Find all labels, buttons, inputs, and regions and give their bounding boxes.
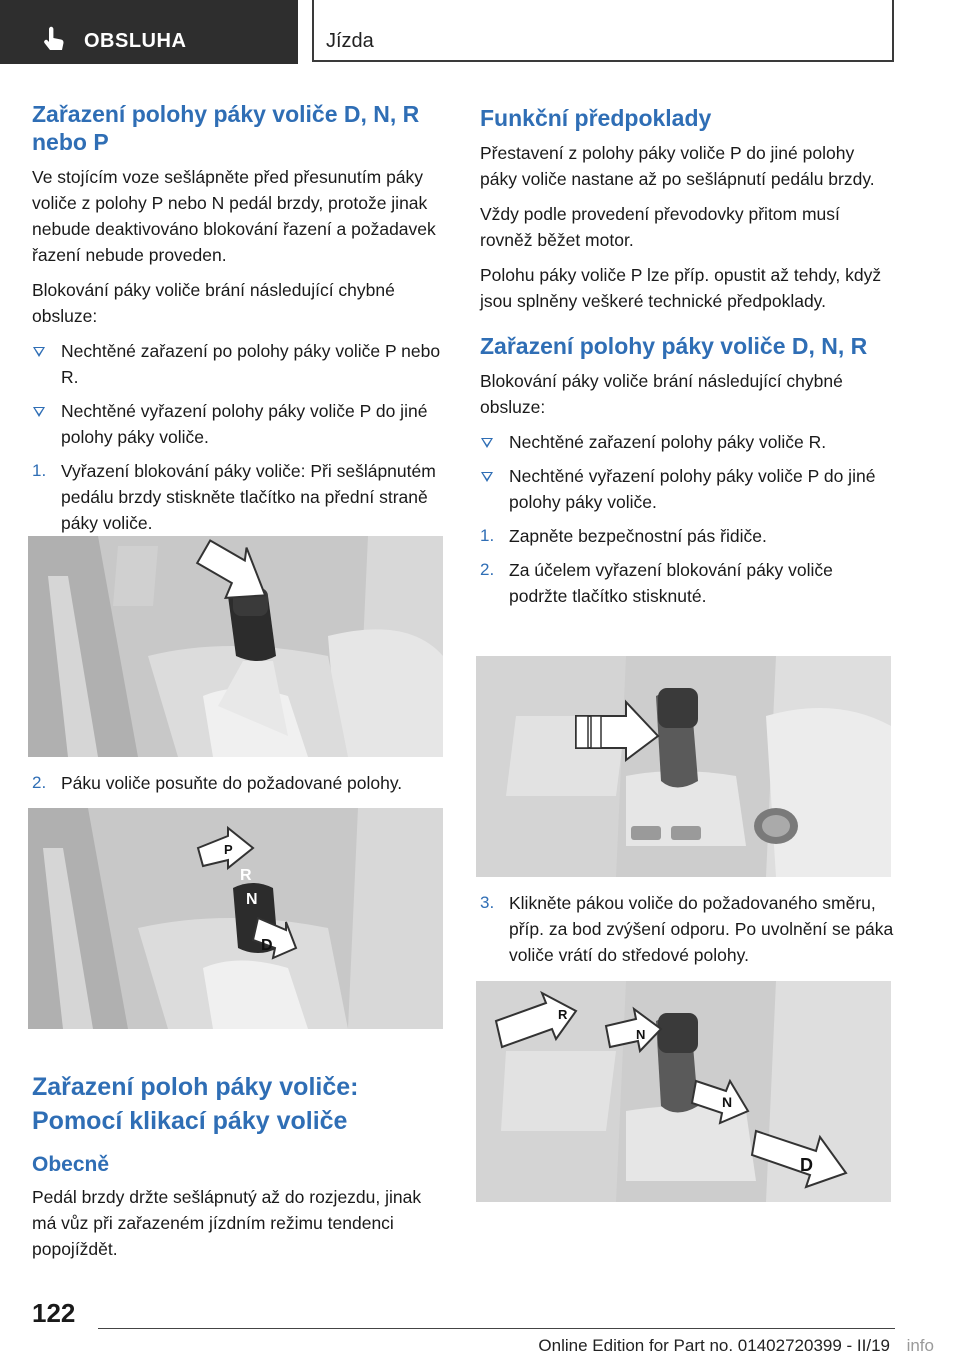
page-number: 122 [32,1298,76,1328]
paragraph: Blokování páky voliče brání následující chybné obsluze: [480,371,843,417]
paragraph: Polohu páky voliče P lze příp. opustit až tehdy, když jsou splněny veškeré technické předpoklady. [480,265,882,311]
step-item [32,770,447,796]
click-label-n-up: N [636,1027,646,1042]
heading-shift-dnr: Zařazení polohy páky voliče D, N, R [480,333,868,359]
lever-label-n: N [246,891,258,908]
click-label-r: R [558,1007,568,1022]
paragraph: Vždy podle provedení převodovky přitom musí rovněž běžet motor. [480,204,840,250]
lever-label-d: D [261,937,273,954]
triangle-bullet-icon [33,407,45,417]
list-item-text: Nechtěné zařazení polohy páky voliče R. [509,432,827,452]
click-label-d: D [800,1155,813,1175]
right-column [480,104,895,617]
triangle-bullet-icon [33,347,45,357]
figure-click-lever-button [476,656,891,877]
step-item [32,458,447,536]
list-item-text: Nechtěné zařazení po polohy páky voliče P nebo R. [61,341,441,387]
left-lower [32,1036,447,1271]
step-text: Zapněte bezpečnostní pás řidiče. [509,526,767,546]
chapter-box [312,0,894,62]
paragraph: Pedál brzdy držte sešlápnutý až do rozjezdu, jinak má vůz při zařazeném jízdním režimu tendenci popojíždět. [32,1187,422,1259]
paragraph: Ve stojícím voze sešlápněte před přesunutím páky voliče z polohy P nebo N pedál brzdy, protože jinak nebude deaktivováno blokování řazení a požadavek řazení nebude proveden. [32,167,436,265]
triangle-bullet-icon [481,472,493,482]
triangle-bullet-icon [481,438,493,448]
left-column [32,100,447,544]
step-item [480,557,895,609]
right-step-3 [480,890,895,976]
step-number: 2. [32,773,47,792]
figure-lever-positions [28,808,443,1029]
footer-divider [98,1328,895,1329]
step-item [480,890,895,968]
section-tab [0,0,298,64]
heading-shift-dnrp: Zařazení polohy páky voliče D, N, R nebo P [32,101,420,155]
list-item [32,398,447,450]
step-number: 2. [480,560,495,579]
step-text: Klikněte pákou voliče do požadovaného směru, příp. za bod zvýšení odporu. Po uvolnění se páka voliče vrátí do středové polohy. [509,893,894,965]
chapter-label: Jízda [326,30,374,52]
heading-prerequisites: Funkční předpoklady [480,105,712,131]
lever-label-p: P [224,842,233,857]
section-label: OBSLUHA [84,30,187,52]
edition-text: Online Edition for Part no. 01402720399 - II/19 [538,1336,890,1355]
list-item [32,338,447,390]
figure-click-directions [476,981,891,1202]
heading-click-lever: Zařazení poloh páky voliče: Pomocí klikací páky voliče [32,1073,359,1135]
paragraph: Přestavení z polohy páky voliče P do jiné polohy páky voliče nastane až po sešlápnutí pedálu brzdy. [480,143,875,189]
step-text: Za účelem vyřazení blokování páky voliče podržte tlačítko stisknuté. [509,560,833,606]
watermark: info [906,1336,934,1355]
lever-label-r: R [240,867,252,884]
hand-pointer-icon [40,26,68,54]
subheading-general: Obecně [32,1153,110,1176]
list-item [480,429,895,455]
list-item-text: Nechtěné vyřazení polohy páky voliče P do jiné polohy páky voliče. [509,466,876,512]
paragraph: Blokování páky voliče brání následující chybné obsluze: [32,280,395,326]
step-text: Vyřazení blokování páky voliče: Při sešlápnutém pedálu brzdy stiskněte tlačítko na přední straně páky voliče. [61,461,436,533]
figure-selector-button [28,536,443,757]
step-number: 1. [32,461,47,480]
left-step-2 [32,770,447,804]
list-item [480,463,895,515]
click-label-n-down: N [722,1094,733,1110]
step-number: 1. [480,526,495,545]
step-number: 3. [480,893,495,912]
step-item [480,523,895,549]
list-item-text: Nechtěné vyřazení polohy páky voliče P do jiné polohy páky voliče. [61,401,428,447]
step-text: Páku voliče posuňte do požadované polohy. [61,773,403,793]
